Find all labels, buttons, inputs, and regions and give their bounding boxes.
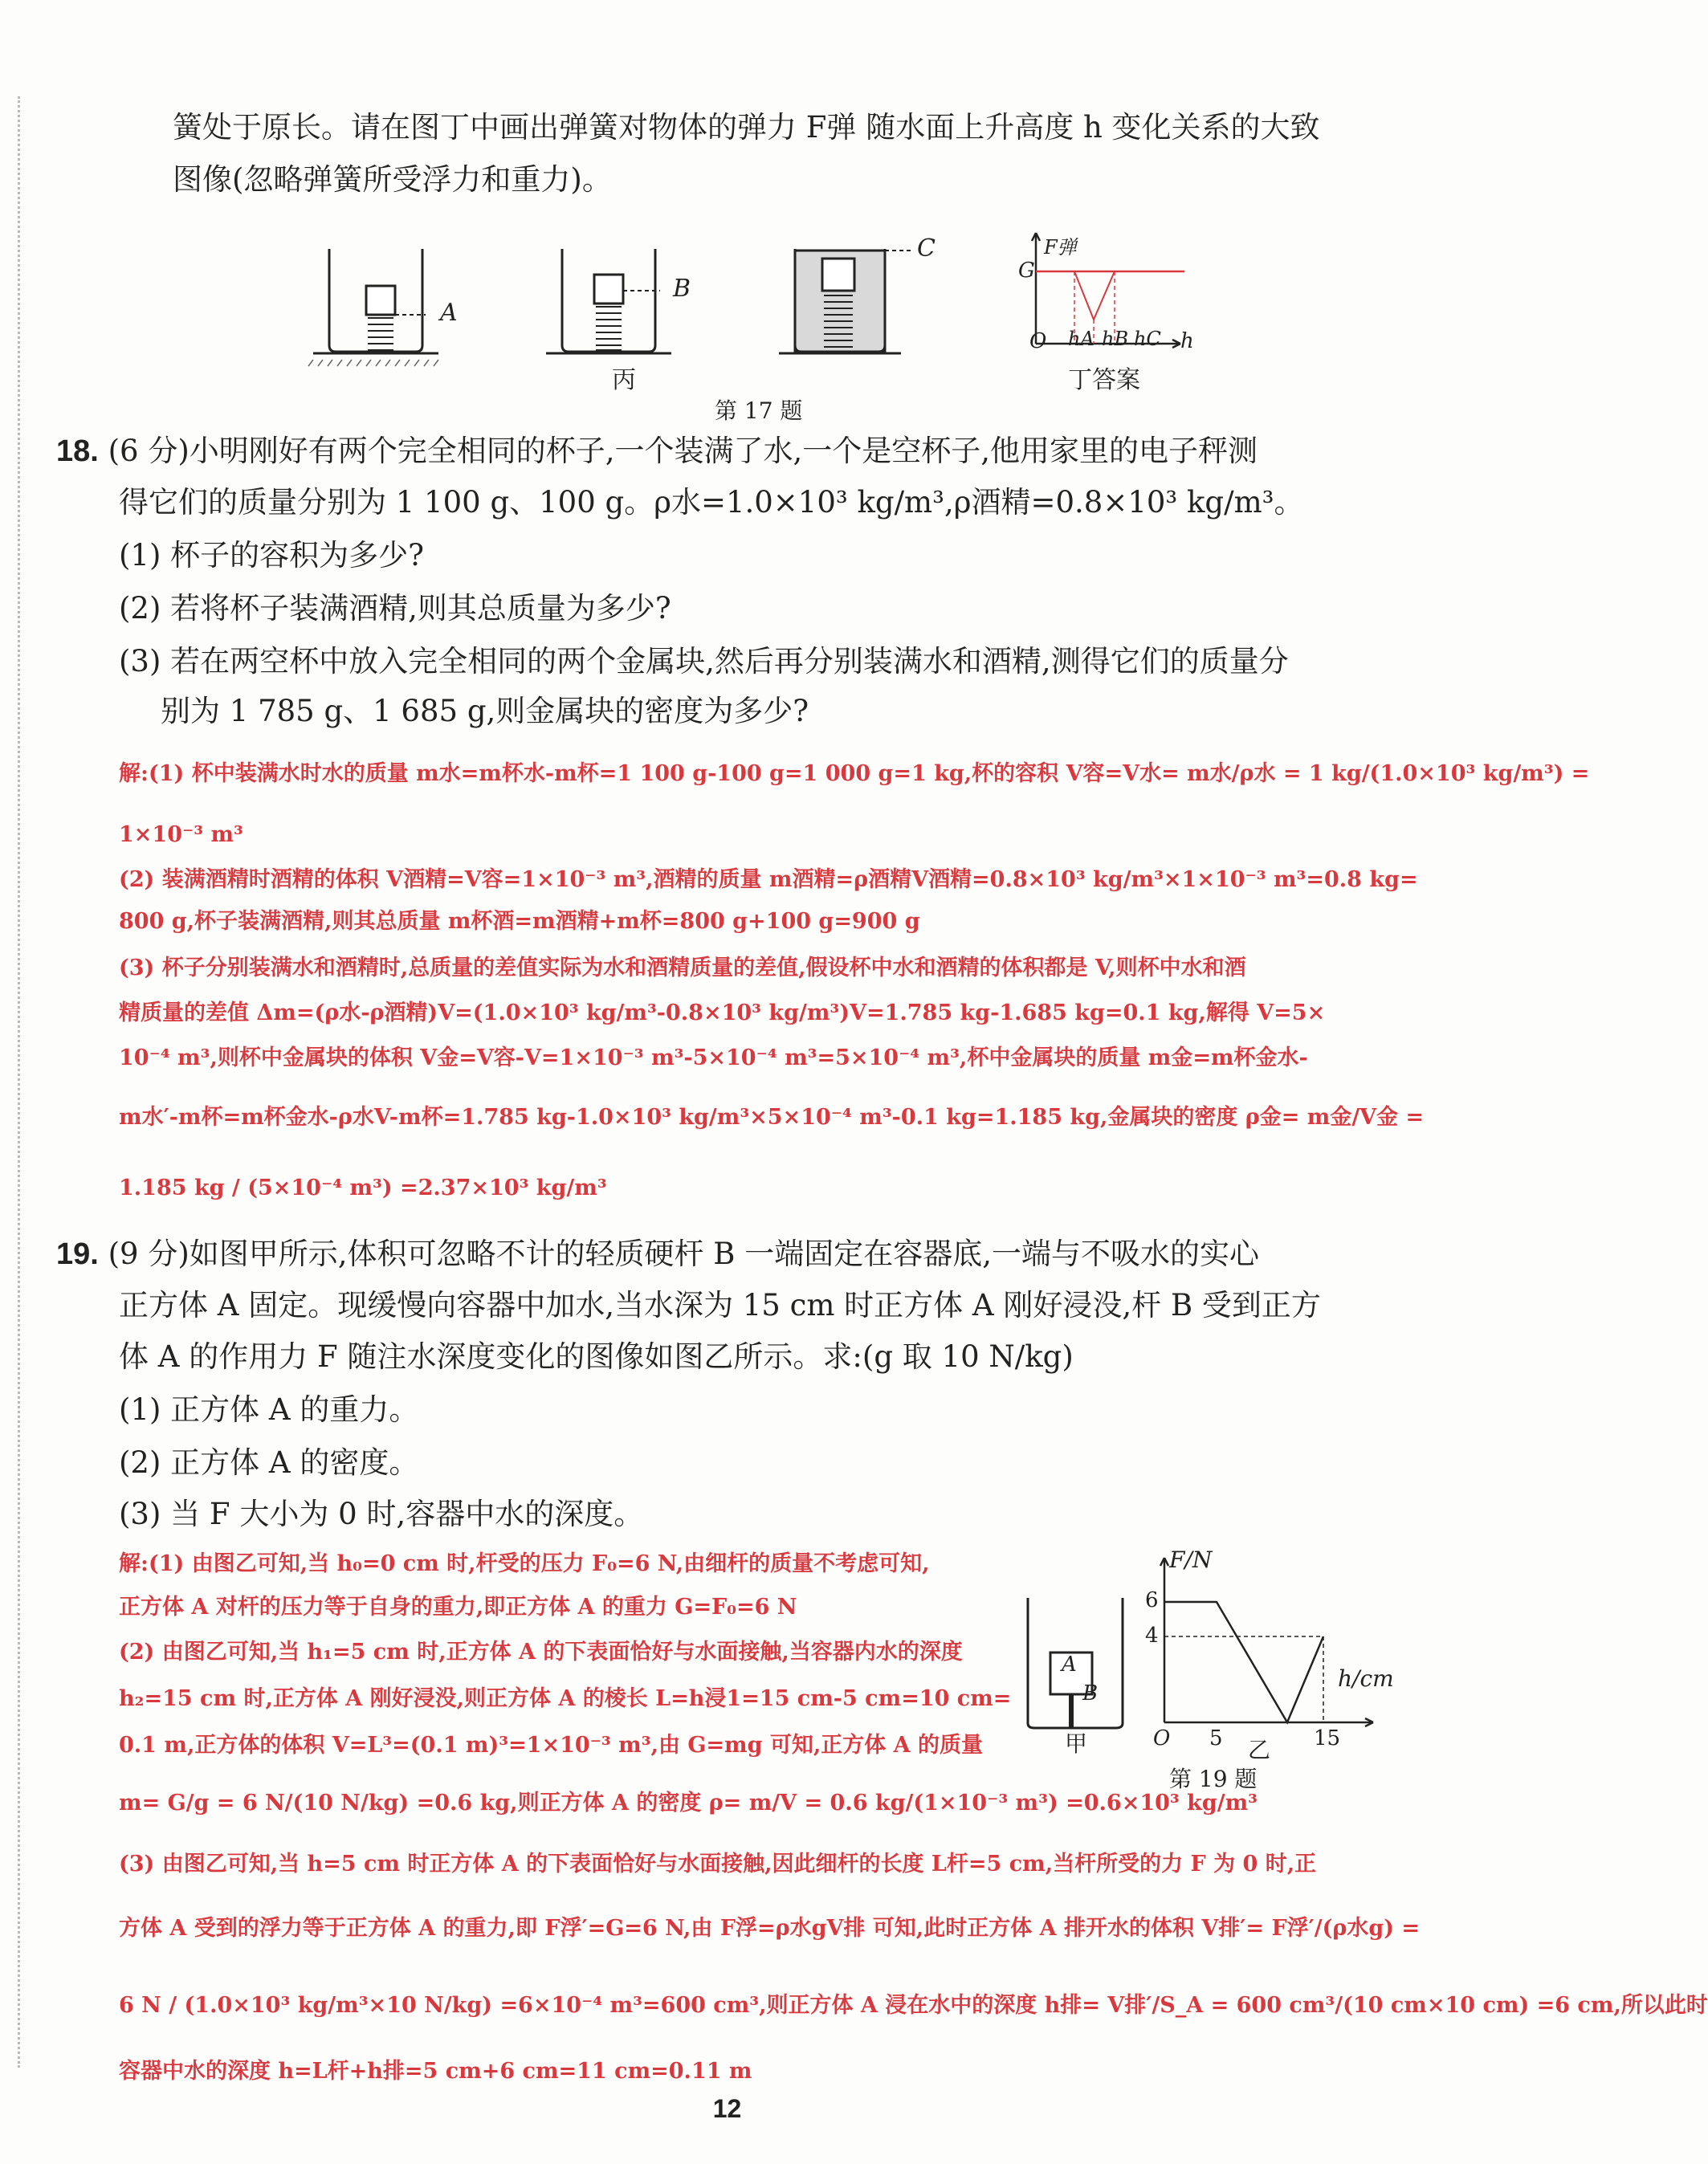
q19-text-line3: 体 A 的作用力 F 随注水深度变化的图像如图乙所示。求:(g 取 10 N/kg) [119,1339,1074,1374]
q19-answer-line: 容器中水的深度 h=L杆+h排=5 cm+6 cm=11 cm=0.11 m [119,2059,752,2084]
graph-tick-4: 4 [1145,1624,1159,1648]
q19-number: 19. [56,1237,99,1271]
label-C: C [917,234,936,263]
fig-label-jia: 甲 [1065,1730,1088,1757]
q17-text-line1: 簧处于原长。请在图丁中画出弹簧对物体的弹力 F弹 随水面上升高度 h 变化关系的大致 [173,110,1320,145]
q18-sub3b: 别为 1 785 g、1 685 g,则金属块的密度为多少? [161,694,809,728]
graph-h: h [1180,329,1194,353]
fig-label-B: B [1082,1681,1099,1706]
q19-line1 [56,1235,1259,1274]
q19-text-line2: 正方体 A 固定。现缓慢向容器中加水,当水深为 15 cm 时正方体 A 刚好浸没,杆 B 受到正方 [119,1288,1321,1322]
q19-caption: 第 19 题 [1169,1766,1258,1792]
q18-sub1: (1) 杯子的容积为多少? [119,538,425,573]
q17-text-line2: 图像(忽略弹簧所受浮力和重力)。 [173,162,612,197]
q18-answer-line: (3) 杯子分别装满水和酒精时,总质量的差值实际为水和酒精质量的差值,假设杯中水和酒精的体积都是 V,则杯中水和酒 [119,956,1246,980]
q18-text-line1: (6 分)小明刚好有两个完全相同的杯子,一个装满了水,一个是空杯子,他用家里的电子秤测 [108,434,1258,468]
q18-answer-line: 精质量的差值 Δm=(ρ水-ρ酒精)V=(1.0×10³ kg/m³-0.8×10³ kg/m³)V=1.785 kg-1.685 kg=0.1 kg,解得 V=5× [119,1000,1326,1025]
q19-sub1: (1) 正方体 A 的重力。 [119,1392,419,1427]
graph-tick-15: 15 [1314,1726,1341,1750]
q18-answer-line: 800 g,杯子装满酒精,则其总质量 m杯酒=m酒精+m杯=800 g+100 g=900 g [119,909,920,934]
graph-tick-6: 6 [1145,1588,1159,1612]
graph-origin: O [1153,1726,1171,1750]
q18-answer-line: m水′-m杯=m杯金水-ρ水V-m杯=1.785 kg-1.0×10³ kg/m³×5×10⁻⁴ m³-0.1 kg=1.185 kg,金属块的密度 ρ金= m金/V金 = [119,1105,1425,1130]
q18-line1 [56,432,1258,471]
beaker-1 [313,249,438,353]
q19-answer-line: (2) 由图乙可知,当 h₁=5 cm 时,正方体 A 的下表面恰好与水面接触,当容器内水的深度 [119,1640,963,1665]
graph-tick-5: 5 [1209,1726,1223,1750]
graph-x-axis-label: h/cm [1338,1665,1394,1692]
q18-answer-line: 1.185 kg / (5×10⁻⁴ m³) =2.37×10³ kg/m³ [119,1176,607,1200]
beaker-bing [546,249,671,353]
q19-answer-line: (3) 由图乙可知,当 h=5 cm 时正方体 A 的下表面恰好与水面接触,因此细杆的长度 L杆=5 cm,当杆所受的力 F 为 0 时,正 [119,1852,1317,1877]
q18-number: 18. [56,434,99,468]
q19-answer-line: m= G/g = 6 N/(10 N/kg) =0.6 kg,则正方体 A 的密度 ρ= m/V = 0.6 kg/(1×10⁻³ m³) =0.6×10³ kg/m³ [119,1791,1258,1816]
graph-g-label: G [1018,259,1035,283]
label-B: B [673,275,691,303]
q19-sub3: (3) 当 F 大小为 0 时,容器中水的深度。 [119,1497,644,1531]
q19-answer-line: 0.1 m,正方体的体积 V=L³=(0.1 m)³=1×10⁻³ m³,由 G=mg 可知,正方体 A 的质量 [119,1733,984,1758]
graph-origin: O [1029,329,1047,353]
q19-answer-line: 6 N / (1.0×10³ kg/m³×10 N/kg) =6×10⁻⁴ m³=600 cm³,则正方体 A 浸在水中的深度 h排= V排′/S_A = 600 cm³/(10 cm×10 cm) =6 cm,所以此时 [119,1993,1708,2018]
q18-sub2: (2) 若将杯子装满酒精,则其总质量为多少? [119,591,671,626]
graph-yi [1160,1558,1373,1726]
graph-hA: hA [1068,328,1095,350]
beaker-water [779,249,914,353]
q18-answer-line: 解:(1) 杯中装满水时水的质量 m水=m杯水-m杯=1 100 g-100 g=1 000 g=1 kg,杯的容积 V容=V水= m水/ρ水 = 1 kg/(1.0×10³ kg/m³) = [119,761,1590,786]
q19-answer-line: 正方体 A 对杆的压力等于自身的重力,即正方体 A 的重力 G=F₀=6 N [119,1595,797,1620]
q17-caption: 第 17 题 [715,397,803,424]
graph-y-axis-label: F/N [1169,1547,1213,1573]
graph-y-label: F弹 [1044,236,1077,259]
q18-answer-line: (2) 装满酒精时酒精的体积 V酒精=V容=1×10⁻³ m³,酒精的质量 m酒精=ρ酒精V酒精=0.8×10³ kg/m³×1×10⁻³ m³=0.8 kg= [119,867,1418,892]
fig-label-yi: 乙 [1248,1737,1271,1763]
q18-sub3a: (3) 若在两空杯中放入完全相同的两个金属块,然后再分别装满水和酒精,测得它们的质量分 [119,644,1289,679]
label-ding-answer: 丁答案 [1068,366,1140,394]
q18-text-line2: 得它们的质量分别为 1 100 g、100 g。ρ水=1.0×10³ kg/m³,ρ酒精=0.8×10³ kg/m³。 [119,485,1304,520]
q18-answer-line: 1×10⁻³ m³ [119,822,243,847]
q18-answer-line: 10⁻⁴ m³,则杯中金属块的体积 V金=V容-V=1×10⁻³ m³-5×10⁻⁴ m³=5×10⁻⁴ m³,杯中金属块的质量 m金=m杯金水- [119,1045,1308,1070]
binding-margin [18,96,20,2068]
label-bing: 丙 [612,366,636,394]
graph-hB: hB [1102,328,1129,350]
q19-text-line1: (9 分)如图甲所示,体积可忽略不计的轻质硬杆 B 一端固定在容器底,一端与不吸水的实心 [108,1237,1259,1271]
q19-sub2: (2) 正方体 A 的密度。 [119,1445,419,1480]
q19-answer-line: 方体 A 受到的浮力等于正方体 A 的重力,即 F浮′=G=6 N,由 F浮=ρ水gV排 可知,此时正方体 A 排开水的体积 V排′= F浮′/(ρ水g) = [119,1916,1420,1941]
q19-answer-line: h₂=15 cm 时,正方体 A 刚好浸没,则正方体 A 的棱长 L=h浸1=15 cm-5 cm=10 cm= [119,1686,1012,1711]
label-A: A [440,299,458,327]
page-number: 12 [712,2094,742,2123]
fig-label-A: A [1062,1653,1077,1677]
graph-hC: hC [1134,328,1161,350]
q19-answer-line: 解:(1) 由图乙可知,当 h₀=0 cm 时,杆受的压力 F₀=6 N,由细杆的质量不考虑可知, [119,1551,930,1576]
